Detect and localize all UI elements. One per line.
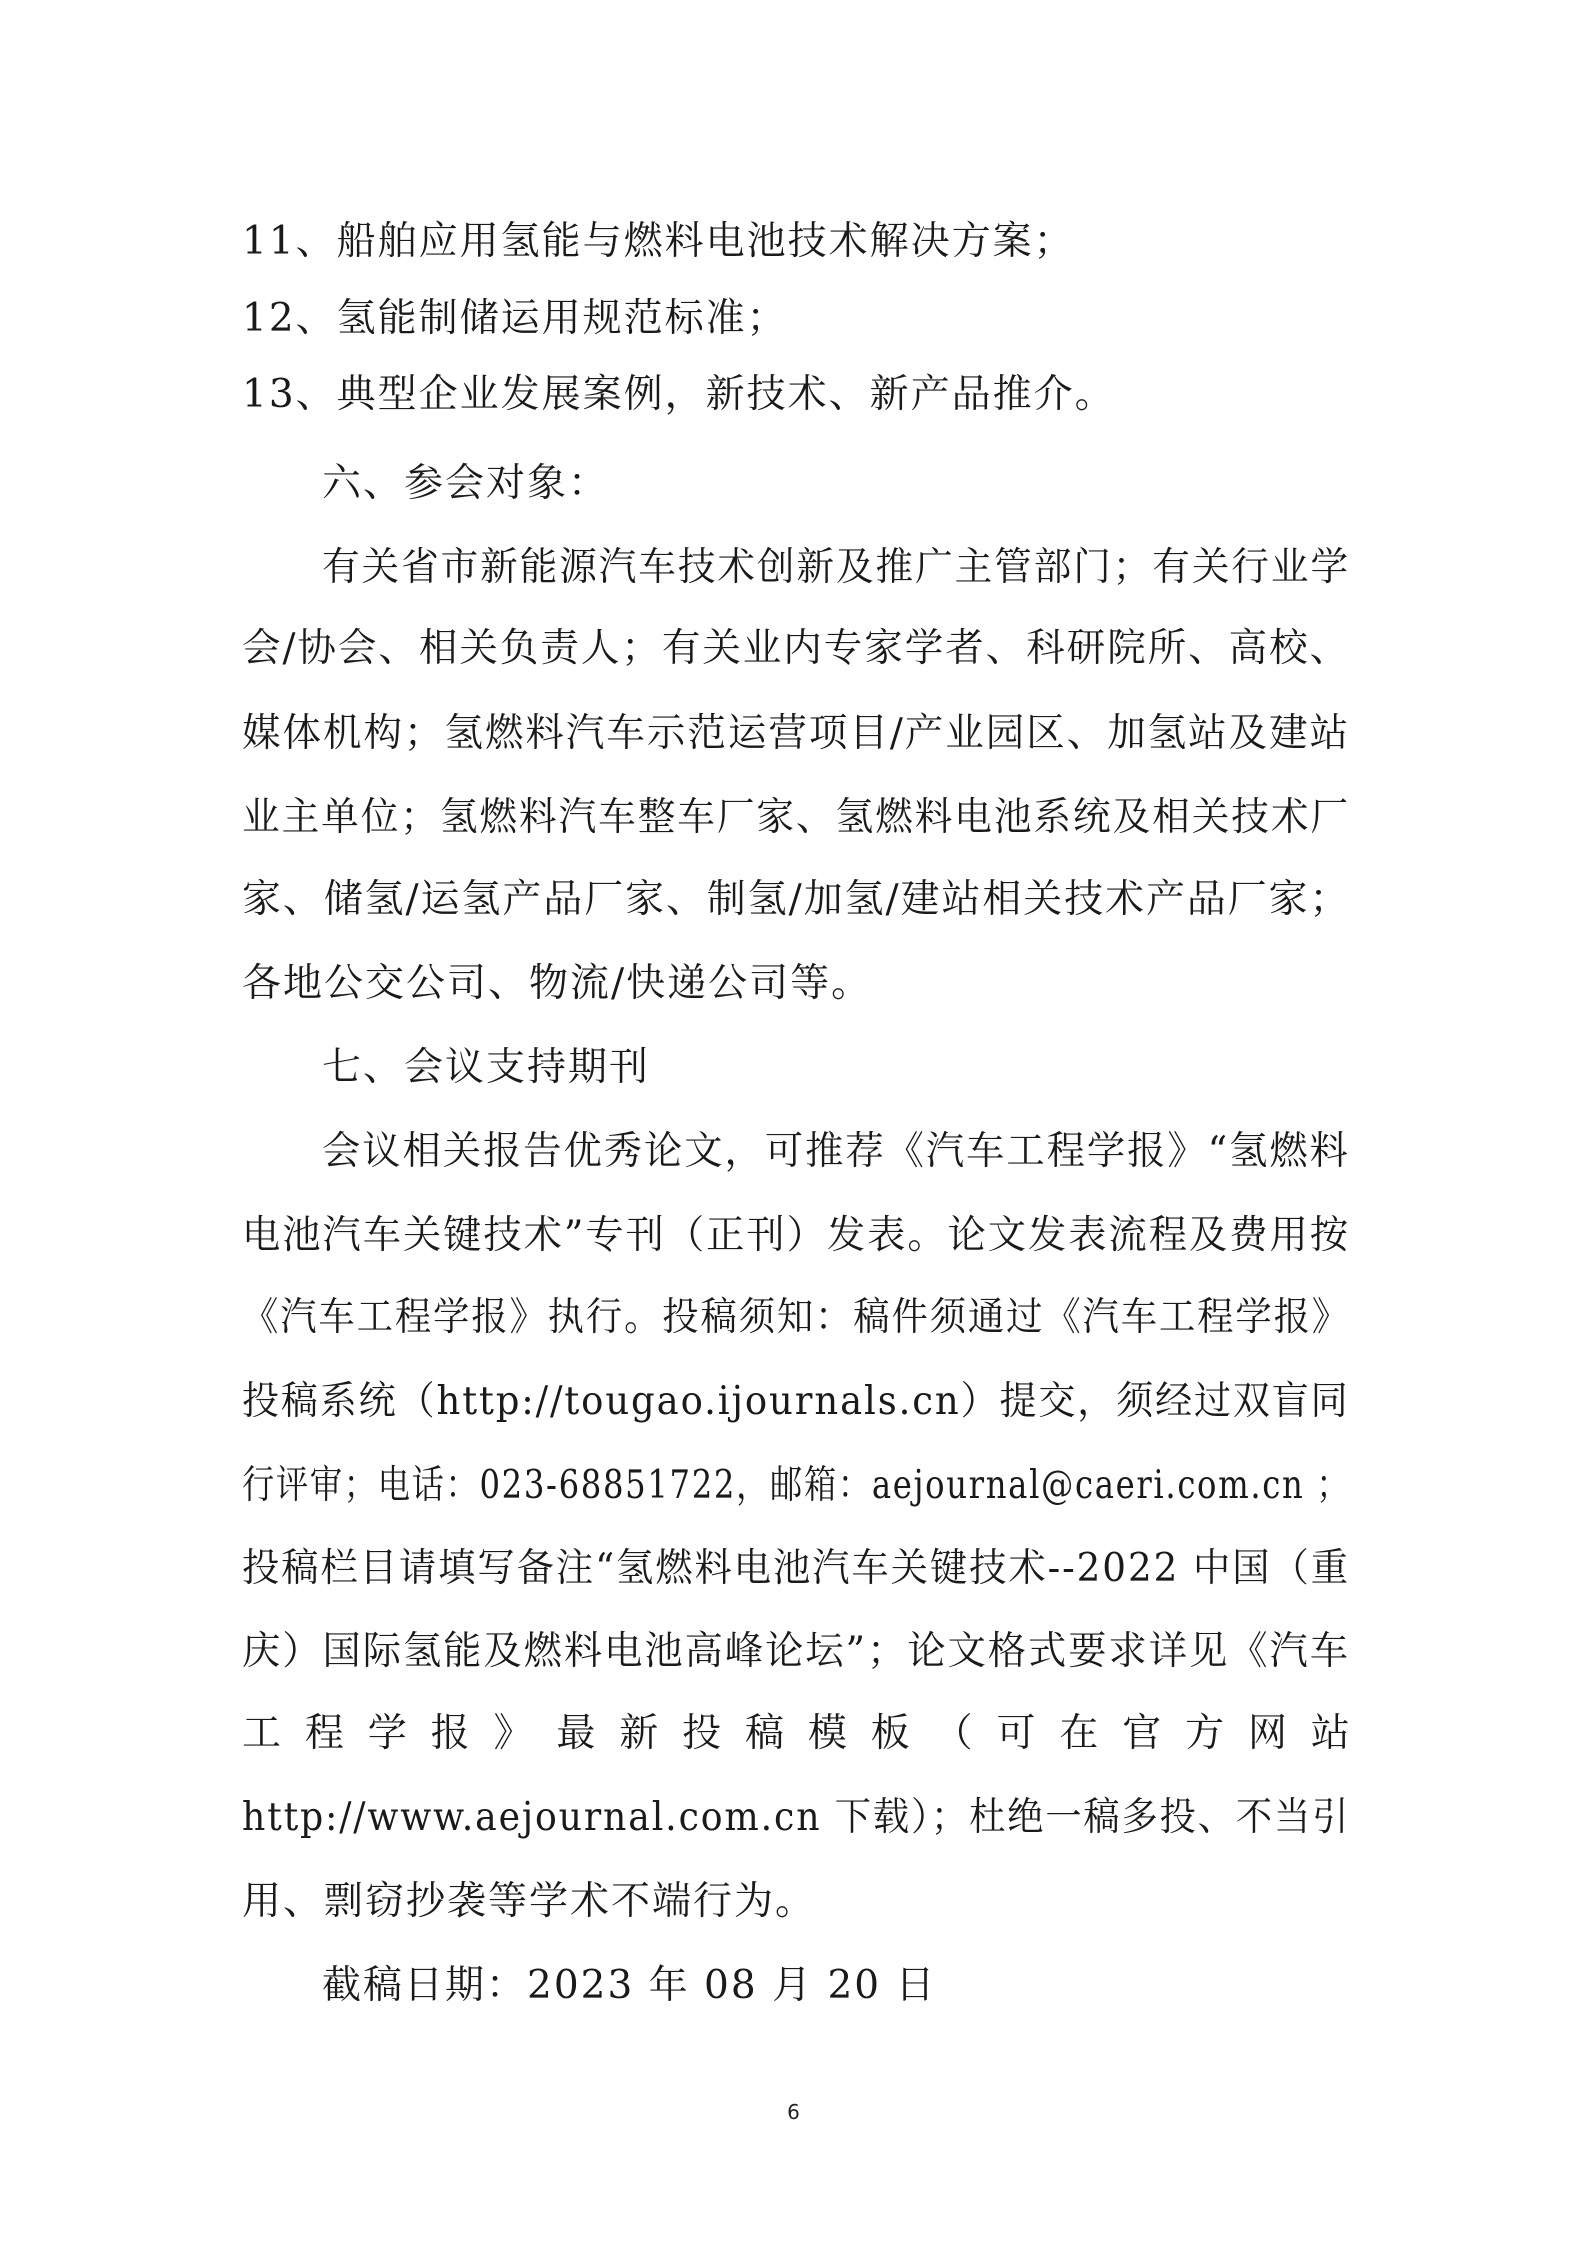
spread-word: 可 <box>996 1711 1036 1756</box>
section-7-line: 《汽车工程学报》执行。投稿须知：稿件须通过《汽车工程学报》 <box>242 1295 1351 1340</box>
section-6-line: 业主单位；氢燃料汽车整车厂家、氢燃料电池系统及相关技术厂 <box>242 795 1351 840</box>
list-item-11: 11、船舶应用氢能与燃料电池技术解决方案； <box>242 219 1075 264</box>
section-7-line: 电池汽车关键技术”专刊（正刊）发表。论文发表流程及费用按 <box>242 1213 1350 1258</box>
section-6-line: 各地公交公司、物流/快递公司等。 <box>242 961 873 1006</box>
list-item-12: 12、氢能制储运用规范标准； <box>242 296 788 341</box>
section-6-line: 会/协会、相关负责人；有关业内专家学者、科研院所、高校、 <box>242 626 1351 671</box>
section-6-line: 家、储氢/运氢产品厂家、制氢/加氢/建站相关技术产品厂家； <box>242 877 1351 922</box>
spread-word: 》 <box>493 1711 533 1756</box>
section-7-heading: 七、会议支持期刊 <box>322 1045 651 1090</box>
section-7-line: 会议相关报告优秀论文，可推荐《汽车工程学报》“氢燃料 <box>322 1129 1350 1174</box>
section-7-line: 投稿系统（http://tougao.ijournals.cn）提交，须经过双盲同 <box>242 1379 1350 1424</box>
section-7-line: 行评审；电话：023-68851722，邮箱：aejournal@caeri.com.cn ； <box>242 1463 1351 1508</box>
section-7-line: http://www.aejournal.com.cn 下载）；杜绝一稿多投、不当引 <box>242 1795 1351 1840</box>
spread-word: 新 <box>619 1711 659 1756</box>
spread-word: 板 <box>870 1711 910 1756</box>
section-6-line: 媒体机构；氢燃料汽车示范运营项目/产业园区、加氢站及建站 <box>242 711 1351 756</box>
spread-word: 学 <box>367 1711 407 1756</box>
spread-word: 站 <box>1310 1711 1350 1756</box>
spread-word: （ <box>933 1711 973 1756</box>
spread-word: 方 <box>1185 1711 1225 1756</box>
section-6-heading: 六、参会对象： <box>322 461 610 506</box>
spread-word: 模 <box>807 1711 847 1756</box>
section-7-line: 投稿栏目请填写备注“氢燃料电池汽车关键技术--2022 中国（重 <box>242 1546 1350 1591</box>
spread-word: 网 <box>1248 1711 1288 1756</box>
spread-word: 工 <box>242 1711 282 1756</box>
spread-word: 程 <box>304 1711 344 1756</box>
spread-word: 官 <box>1122 1711 1162 1756</box>
spread-word: 最 <box>556 1711 596 1756</box>
section-7-line: 用、剽窃抄袭等学术不端行为。 <box>242 1879 817 1924</box>
spread-word: 稿 <box>745 1711 785 1756</box>
list-item-13: 13、典型企业发展案例，新技术、新产品推介。 <box>242 372 1116 417</box>
section-6-line: 有关省市新能源汽车技术创新及推广主管部门；有关行业学 <box>322 545 1351 590</box>
spread-word: 投 <box>682 1711 722 1756</box>
spread-word: 在 <box>1059 1711 1099 1756</box>
page-number: 6 <box>787 2100 800 2124</box>
submission-deadline: 截稿日期：2023 年 08 月 20 日 <box>322 1963 937 2008</box>
spread-word: 报 <box>430 1711 470 1756</box>
section-7-justified-line <box>242 1712 1350 1756</box>
section-7-line: 庆）国际氢能及燃料电池高峰论坛”；论文格式要求详见《汽车 <box>242 1629 1350 1674</box>
